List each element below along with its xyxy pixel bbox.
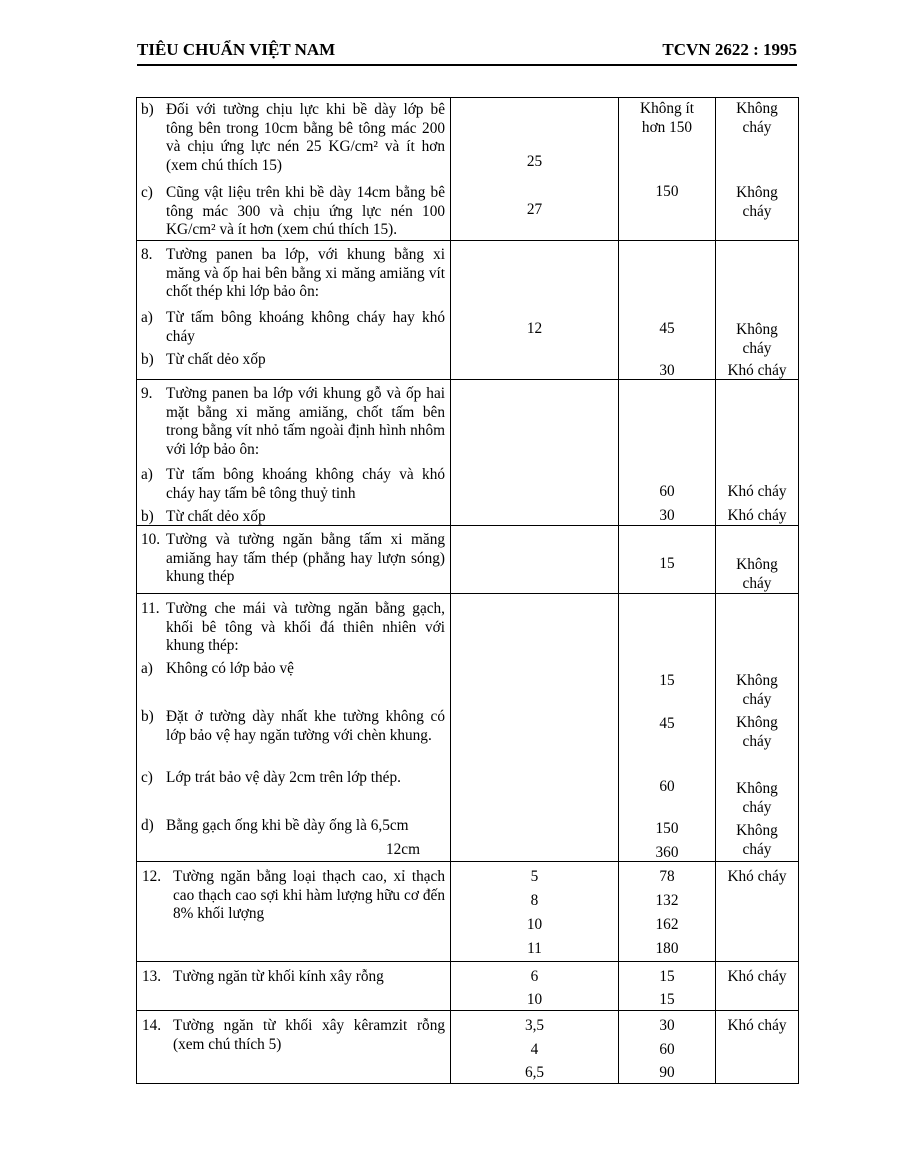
item-label: b) [141, 101, 154, 118]
item-label: a) [141, 309, 153, 326]
duration-value: 15 [659, 555, 675, 572]
table-row [137, 526, 799, 594]
duration-cell [619, 962, 715, 1010]
thickness-value: 11 [527, 940, 542, 957]
item-text: Đối với tường chịu lực khi bề dày lớp bê tông bên trong 10cm bằng bê tông mác 200 và chịu ứng lực nén 25 KG/cm² và ít hơn (xem chú thích 15) [166, 101, 445, 174]
duration-value: 360 [655, 844, 679, 861]
item-title: Tường ngăn bằng loại thạch cao, xỉ thạch cao thạch cao sợi khi hàm lượng hữu cơ đến 8% khối lượng [173, 868, 445, 922]
combustibility-value: Khó cháy [727, 1017, 787, 1034]
thickness-cell [451, 1011, 618, 1083]
table-row [137, 98, 799, 241]
thickness-cell [451, 380, 618, 525]
description-cell [137, 380, 450, 525]
thickness-value: 10 [526, 916, 543, 933]
duration-value: 180 [655, 940, 679, 957]
thickness-cell [451, 98, 618, 240]
item-text: Từ chất dẻo xốp [166, 351, 266, 368]
combustibility-cell [716, 862, 798, 961]
thickness-cell [451, 241, 618, 379]
item-title: Tường và tường ngăn bằng tấm xi măng amiăng hay tấm thép (phẳng hay lượn sóng) khung thép [166, 531, 445, 585]
thickness-value: 12 [526, 320, 543, 337]
thickness-value: 25 [526, 153, 543, 170]
combustibility-value: Không cháy [736, 100, 778, 136]
duration-cell [619, 241, 715, 379]
thickness-cell [451, 862, 618, 961]
duration-cell [619, 380, 715, 525]
combustibility-value: Không cháy [736, 822, 778, 858]
item-text: Cũng vật liệu trên khi bề dày 14cm bằng bê tông mác 300 và chịu ứng lực nén 100 KG/cm² và ít hơn (xem chú thích 15). [166, 184, 445, 238]
duration-value: 90 [659, 1064, 675, 1081]
combustibility-value: Khó cháy [727, 483, 787, 500]
combustibility-cell [716, 380, 798, 525]
item-number: 12. [142, 868, 162, 885]
item-title: Tường ngăn từ khối xây kêramzit rỗng (xem chú thích 5) [173, 1017, 445, 1053]
item-label: d) [141, 817, 154, 834]
table-row [137, 594, 799, 862]
description-cell [137, 526, 450, 593]
item-number: 10. [141, 531, 161, 548]
duration-cell [619, 594, 715, 861]
thickness-value: 6,5 [524, 1064, 545, 1081]
description-cell [137, 241, 450, 379]
page-header [137, 40, 797, 62]
combustibility-cell [716, 526, 798, 593]
combustibility-value: Khó cháy [727, 968, 787, 985]
item-number: 8. [141, 246, 153, 263]
thickness-value: 6 [530, 968, 539, 985]
thickness-value: 3,5 [524, 1017, 545, 1034]
duration-value: 78 [659, 868, 675, 885]
duration-cell [619, 98, 715, 240]
item-label: c) [141, 769, 153, 786]
duration-value: 45 [659, 320, 675, 337]
item-label: b) [141, 351, 154, 368]
item-title: Tường che mái và tường ngăn bằng gạch, khối bê tông và khối đá thiên nhiên với khung thép: [166, 600, 445, 654]
duration-value: 162 [655, 916, 679, 933]
item-title: Tường ngăn từ khối kính xây rỗng [173, 968, 384, 985]
thickness-value: 27 [526, 201, 543, 218]
combustibility-value: Khó cháy [727, 507, 787, 524]
duration-value: 15 [659, 968, 675, 985]
thickness-value: 8 [530, 892, 539, 909]
item-text: Đặt ở tường dày nhất khe tường không có lớp bảo vệ hay ngăn tường với chèn khung. [166, 708, 445, 744]
combustibility-value: Không cháy [736, 714, 778, 750]
item-text: Từ tấm bông khoáng không cháy hay khó cháy [166, 309, 445, 345]
description-cell [137, 862, 450, 961]
header-rule [137, 64, 797, 66]
combustibility-value: Khó cháy [727, 362, 787, 379]
table-row [137, 1011, 799, 1084]
duration-value: 30 [659, 1017, 675, 1034]
item-extra-thickness: 12cm [386, 841, 420, 858]
item-number: 14. [142, 1017, 162, 1034]
item-label: b) [141, 508, 154, 525]
description-cell [137, 594, 450, 861]
thickness-value: 5 [530, 868, 539, 885]
item-number: 11. [141, 600, 160, 617]
item-number: 9. [141, 385, 153, 402]
table-row [137, 241, 799, 380]
standard-code: TCVN 2622 : 1995 [662, 40, 797, 59]
combustibility-value: Không cháy [736, 780, 778, 816]
duration-cell [619, 862, 715, 961]
item-label: b) [141, 708, 154, 725]
item-label: a) [141, 466, 153, 483]
duration-value: 30 [659, 362, 675, 379]
combustibility-value: Không cháy [736, 556, 778, 592]
combustibility-cell [716, 98, 798, 240]
duration-cell [619, 526, 715, 593]
thickness-cell [451, 962, 618, 1010]
thickness-value: 4 [530, 1041, 539, 1058]
duration-value: 150 [655, 183, 679, 200]
duration-value: 45 [659, 715, 675, 732]
thickness-cell [451, 594, 618, 861]
duration-value: 60 [659, 1041, 675, 1058]
item-text: Không có lớp bảo vệ [166, 660, 294, 677]
duration-value: 132 [655, 892, 679, 909]
item-text: Lớp trát bảo vệ dày 2cm trên lớp thép. [166, 769, 401, 786]
combustibility-cell [716, 1011, 798, 1083]
duration-value: 150 [655, 820, 679, 837]
standard-country-title: TIÊU CHUẨN VIỆT NAM [137, 40, 336, 59]
item-text: Bằng gạch ống khi bề dày ống là 6,5cm [166, 817, 409, 834]
item-title: Tường panen ba lớp, với khung bằng xi măng và ốp hai bên bằng xi măng amiăng vít chốt thép khi lớp bảo ôn: [166, 246, 445, 300]
table-row [137, 862, 799, 962]
combustibility-cell [716, 962, 798, 1010]
combustibility-value: Không cháy [736, 321, 778, 357]
combustibility-cell [716, 594, 798, 861]
description-cell [137, 962, 450, 1010]
duration-value: 15 [659, 991, 675, 1008]
combustibility-value: Không cháy [736, 672, 778, 708]
duration-value: 60 [659, 483, 675, 500]
duration-cell [619, 1011, 715, 1083]
item-text: Từ chất dẻo xốp [166, 508, 266, 525]
duration-value: 15 [659, 672, 675, 689]
combustibility-cell [716, 241, 798, 379]
combustibility-value: Không cháy [736, 184, 778, 220]
description-cell [137, 1011, 450, 1083]
description-cell [137, 98, 450, 240]
combustibility-value: Khó cháy [727, 868, 787, 885]
table-row [137, 380, 799, 526]
duration-value: 30 [659, 507, 675, 524]
fire-resistance-table [136, 97, 799, 1084]
item-number: 13. [142, 968, 162, 985]
thickness-value: 10 [526, 991, 543, 1008]
thickness-cell [451, 526, 618, 593]
item-label: a) [141, 660, 153, 677]
duration-value: 60 [659, 778, 675, 795]
item-text: Từ tấm bông khoáng không cháy và khó cháy hay tấm bê tông thuỷ tinh [166, 466, 445, 502]
duration-value: Không ít hơn 150 [640, 100, 694, 136]
item-label: c) [141, 184, 153, 201]
item-title: Tường panen ba lớp với khung gỗ và ốp hai mặt bằng xi măng amiăng, chốt tấm bên trong bằng vít nhỏ tấm ngoài định hình nhôm với lớp bảo ôn: [166, 385, 445, 458]
table-row [137, 962, 799, 1011]
